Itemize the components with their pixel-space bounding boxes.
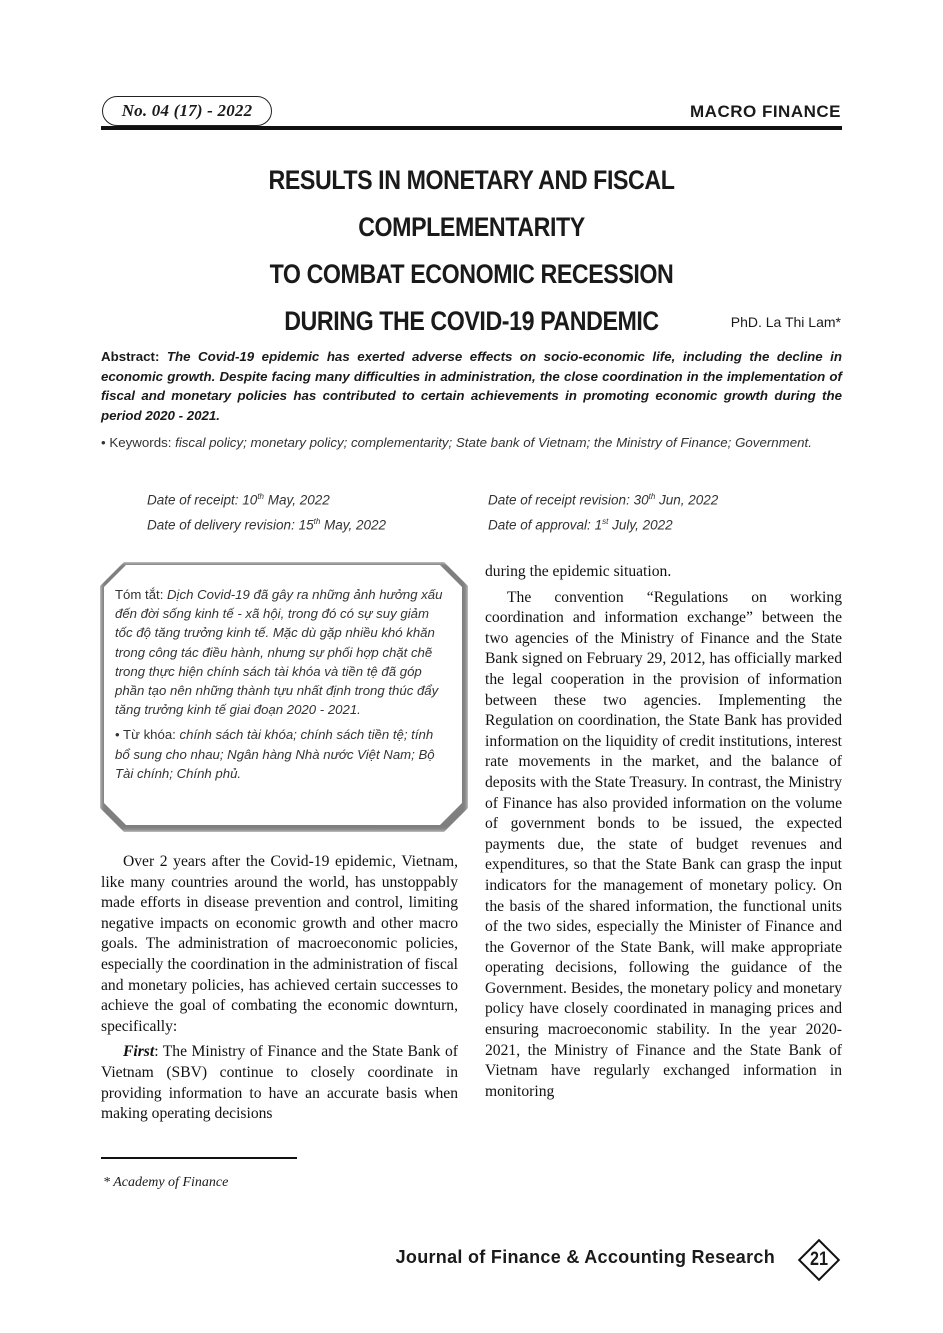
abstract-label: Abstract: — [101, 349, 167, 364]
summary-keywords-text: chính sách tài khóa; chính sách tiền tệ; tính bổ sung cho nhau; Ngân hàng Nhà nước Việt Nam; Bộ Tài chính; Chính phủ. — [115, 727, 435, 781]
date-value: May, 2022 — [320, 517, 387, 533]
body-paragraph: Over 2 years after the Covid-19 epidemic, Vietnam, like many countries around the world, has unstoppably made efforts in disease prevention and control, limiting negative impacts on economic growth and other macro goals. The administration of macroeconomic policies, especially the coordination in the administration of fiscal and monetary policies, has achieved certain successes to achieve the goal of combating the economic downturn, specifically: — [101, 853, 458, 1035]
author-name: PhD. La Thi Lam* — [730, 314, 841, 330]
body-column-left — [101, 852, 458, 1130]
header-divider — [101, 126, 842, 130]
article-title — [153, 157, 790, 345]
page-number-badge — [796, 1237, 842, 1283]
date-of-receipt-revision — [488, 492, 718, 508]
issue-badge: No. 04 (17) - 2022 — [102, 96, 272, 126]
paragraph-text: : The Ministry of Finance and the State Bank of Vietnam (SBV) continue to closely coordinate in providing information to have an accurate basis when making operating decisions — [101, 1043, 458, 1123]
body-paragraph: The convention “Regulations on working coordination and information exchange” between the two agencies of the Ministry of Finance and the State Bank signed on February 29, 2012, has officially marked the legal cooperation in the provision of information between these two agencies. Implementing the Regulation on coordination, the State Bank has provided information on the liquidity of credit institutions, interest rate movements in the market, and the balance of deposits with the State Treasury. In contrast, the Ministry of Finance has also provided information on the volume of government bonds to be issued, the expected payments due, the state of budget revenues and expenditures, so that the State Bank can grasp the input indicators for the management of monetary policy. On the basis of the shared information, the functional units of the two sides, especially the Minister of Finance and the Governor of the State Bank, will make appropriate operating decisions, following the guidance of the Government. Besides, the monetary policy and monetary policy have closely coordinated in managing prices and ensuring macroeconomic stability. In the year 2020-2021, the Ministry of Finance and the State Bank of Vietnam have regularly exchanged information in monitoring — [485, 588, 842, 1100]
keywords — [101, 433, 842, 452]
date-value: Jun, 2022 — [655, 492, 719, 508]
body-paragraph — [101, 1042, 458, 1124]
date-label: Date of receipt revision: 30 — [488, 492, 649, 508]
date-suffix: th — [648, 492, 656, 501]
date-of-approval — [488, 517, 673, 533]
footnote: * Academy of Finance — [103, 1175, 229, 1190]
date-suffix: st — [602, 517, 609, 526]
title-line-2: TO COMBAT ECONOMIC RECESSION — [269, 259, 674, 289]
date-label: Date of approval: 1 — [488, 517, 603, 533]
date-label: Date of receipt: 10 — [147, 492, 258, 508]
journal-name: Journal of Finance & Accounting Research — [395, 1247, 775, 1267]
summary-keywords-label: • Từ khóa: — [115, 727, 180, 743]
summary-paragraph — [115, 585, 450, 719]
body-column-right — [485, 562, 842, 1107]
title-line-1: RESULTS IN MONETARY AND FISCAL COMPLEMENTARITY — [268, 165, 675, 242]
abstract — [101, 347, 842, 425]
vietnamese-summary — [115, 585, 450, 789]
date-of-delivery-revision — [147, 517, 386, 533]
summary-keywords — [115, 725, 450, 783]
summary-label: Tóm tắt: — [115, 587, 168, 602]
date-value: July, 2022 — [608, 517, 673, 533]
abstract-text: The Covid-19 epidemic has exerted adverse effects on socio-economic life, including the decline in economic growth. Despite facing many difficulties in administration, the close coordination in the implementation of fiscal and monetary policies has contributed to certain achievements in promoting economic growth during the period 2020 - 2021. — [101, 349, 842, 423]
section-label: MACRO FINANCE — [690, 102, 841, 121]
page-number: 21 — [810, 1249, 828, 1270]
date-of-receipt — [147, 492, 330, 508]
summary-text: Dịch Covid-19 đã gây ra những ảnh hưởng xấu đến đời sống kinh tế - xã hội, trong đó có sự suy giảm tốc độ tăng trưởng kinh tế. Mặc dù gặp nhiều khó khăn trong công tác điều hành, nhưng sự phối hợp chặt chẽ trong thực hiện chính sách tài khóa và tiền tệ đã góp phần tạo nên những thành tựu nhất định trong thúc đẩy tăng trưởng kinh tế giai đoạn 2020 - 2021. — [115, 587, 443, 718]
date-suffix: th — [257, 492, 264, 501]
date-label: Date of delivery revision: 15 — [147, 517, 314, 533]
date-value: May, 2022 — [264, 492, 330, 508]
keywords-text: fiscal policy; monetary policy; complementarity; State bank of Vietnam; the Ministry of Finance; Government. — [175, 435, 812, 450]
body-paragraph: during the epidemic situation. — [485, 563, 672, 580]
footnote-divider — [101, 1157, 297, 1159]
paragraph-lead: First — [123, 1043, 155, 1061]
date-suffix: th — [313, 517, 321, 526]
title-line-3: DURING THE COVID-19 PANDEMIC — [284, 306, 659, 336]
keywords-label: • Keywords: — [101, 435, 176, 450]
